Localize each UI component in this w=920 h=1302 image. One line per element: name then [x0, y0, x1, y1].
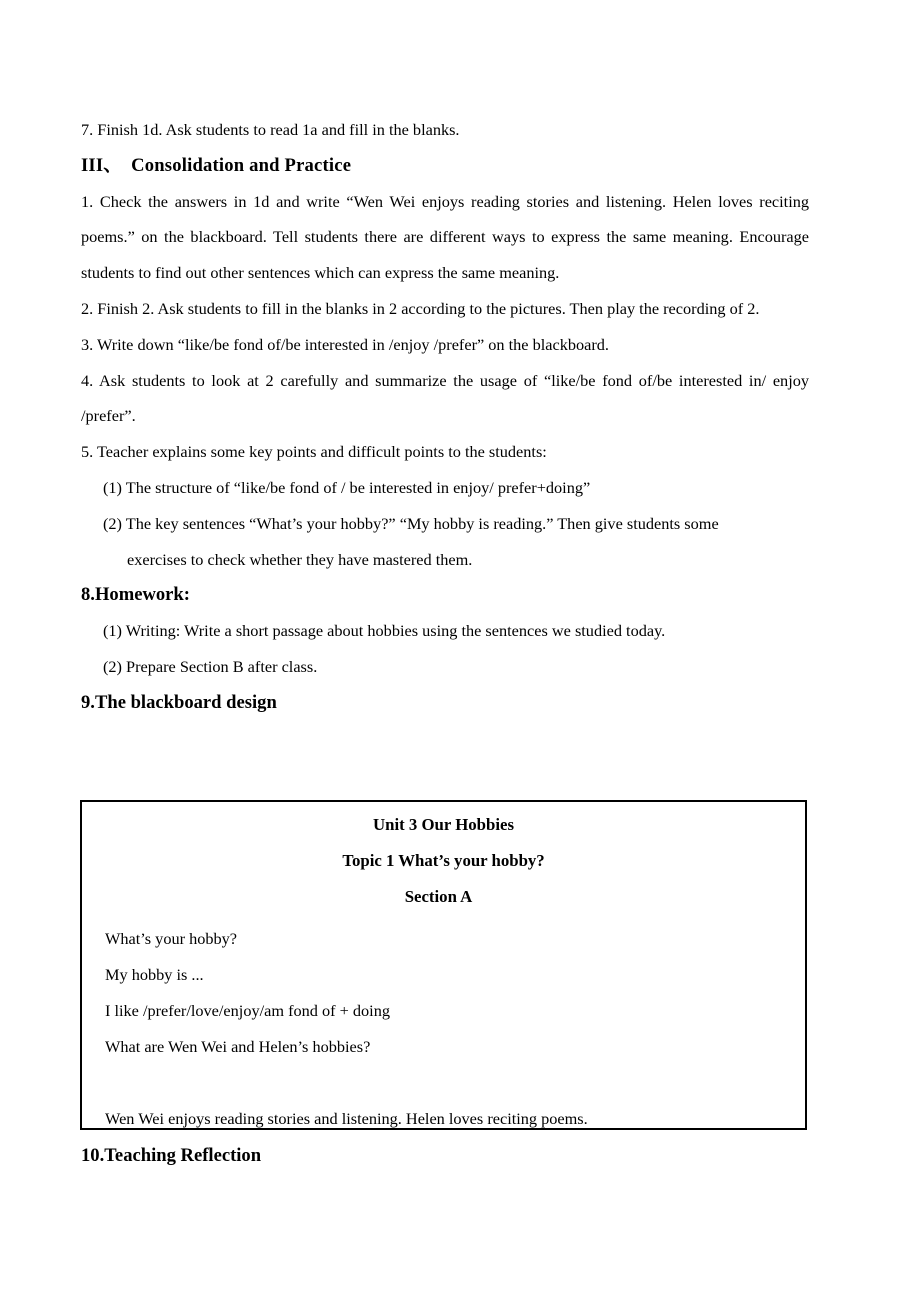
- heading-homework: 8.Homework:: [81, 584, 190, 606]
- blackboard-title-unit: Unit 3 Our Hobbies: [373, 815, 514, 834]
- blackboard-design-box: [80, 800, 807, 1130]
- paragraph-item-3: 3. Write down “like/be fond of/be interested in /enjoy /prefer” on the blackboard.: [81, 334, 610, 354]
- heading-blackboard-design: 9.The blackboard design: [81, 691, 277, 713]
- paragraph-item-1: 1. Check the answers in 1d and write “Wen Wei enjoys reading stories and listening. Helen loves reciting poems.” on the blackboard. Tell students there are different ways to express the same meaning. Encourage students to find out other sentences which can express the same meaning.: [81, 191, 814, 283]
- page-content: [81, 112, 814, 721]
- list-item-5-sub-2: (2) The key sentences “What’s your hobby?” “My hobby is reading.” Then give students some: [103, 513, 719, 533]
- blackboard-line-2: My hobby is ...: [105, 965, 204, 984]
- paragraph-item-2: 2. Finish 2. Ask students to fill in the blanks in 2 according to the pictures. Then play the recording of 2.: [81, 298, 760, 318]
- heading-numeral: III、: [81, 154, 123, 176]
- blackboard-title-topic: Topic 1 What’s your hobby?: [342, 851, 545, 870]
- paragraph-item-5: 5. Teacher explains some key points and difficult points to the students:: [81, 442, 547, 462]
- blackboard-line-1: What’s your hobby?: [105, 929, 238, 948]
- blackboard-line-5: Wen Wei enjoys reading stories and listening. Helen loves reciting poems.: [105, 1109, 588, 1128]
- blackboard-title-section: Section A: [404, 887, 473, 906]
- list-item-5-sub-2-continuation: exercises to check whether they have mastered them.: [127, 549, 473, 569]
- homework-item-1: (1) Writing: Write a short passage about hobbies using the sentences we studied today.: [103, 621, 666, 641]
- paragraph-item-7: 7. Finish 1d. Ask students to read 1a and fill in the blanks.: [81, 120, 460, 139]
- paragraph-item-4: 4. Ask students to look at 2 carefully and summarize the usage of “like/be fond of/be interested in/ enjoy /prefer”.: [81, 370, 814, 426]
- blackboard-line-4: What are Wen Wei and Helen’s hobbies?: [105, 1037, 371, 1056]
- blackboard-box-inner: [82, 802, 805, 1128]
- homework-item-2: (2) Prepare Section B after class.: [103, 656, 318, 676]
- heading-text: Consolidation and Practice: [131, 154, 352, 176]
- blackboard-blank-line: [82, 1065, 805, 1101]
- blackboard-line-3: I like /prefer/love/enjoy/am fond of + doing: [105, 1001, 390, 1020]
- list-item-5-sub-1: (1) The structure of “like/be fond of / be interested in enjoy/ prefer+doing”: [103, 477, 591, 497]
- heading-consolidation-and-practice: [81, 148, 809, 184]
- heading-teaching-reflection: 10.Teaching Reflection: [81, 1145, 262, 1166]
